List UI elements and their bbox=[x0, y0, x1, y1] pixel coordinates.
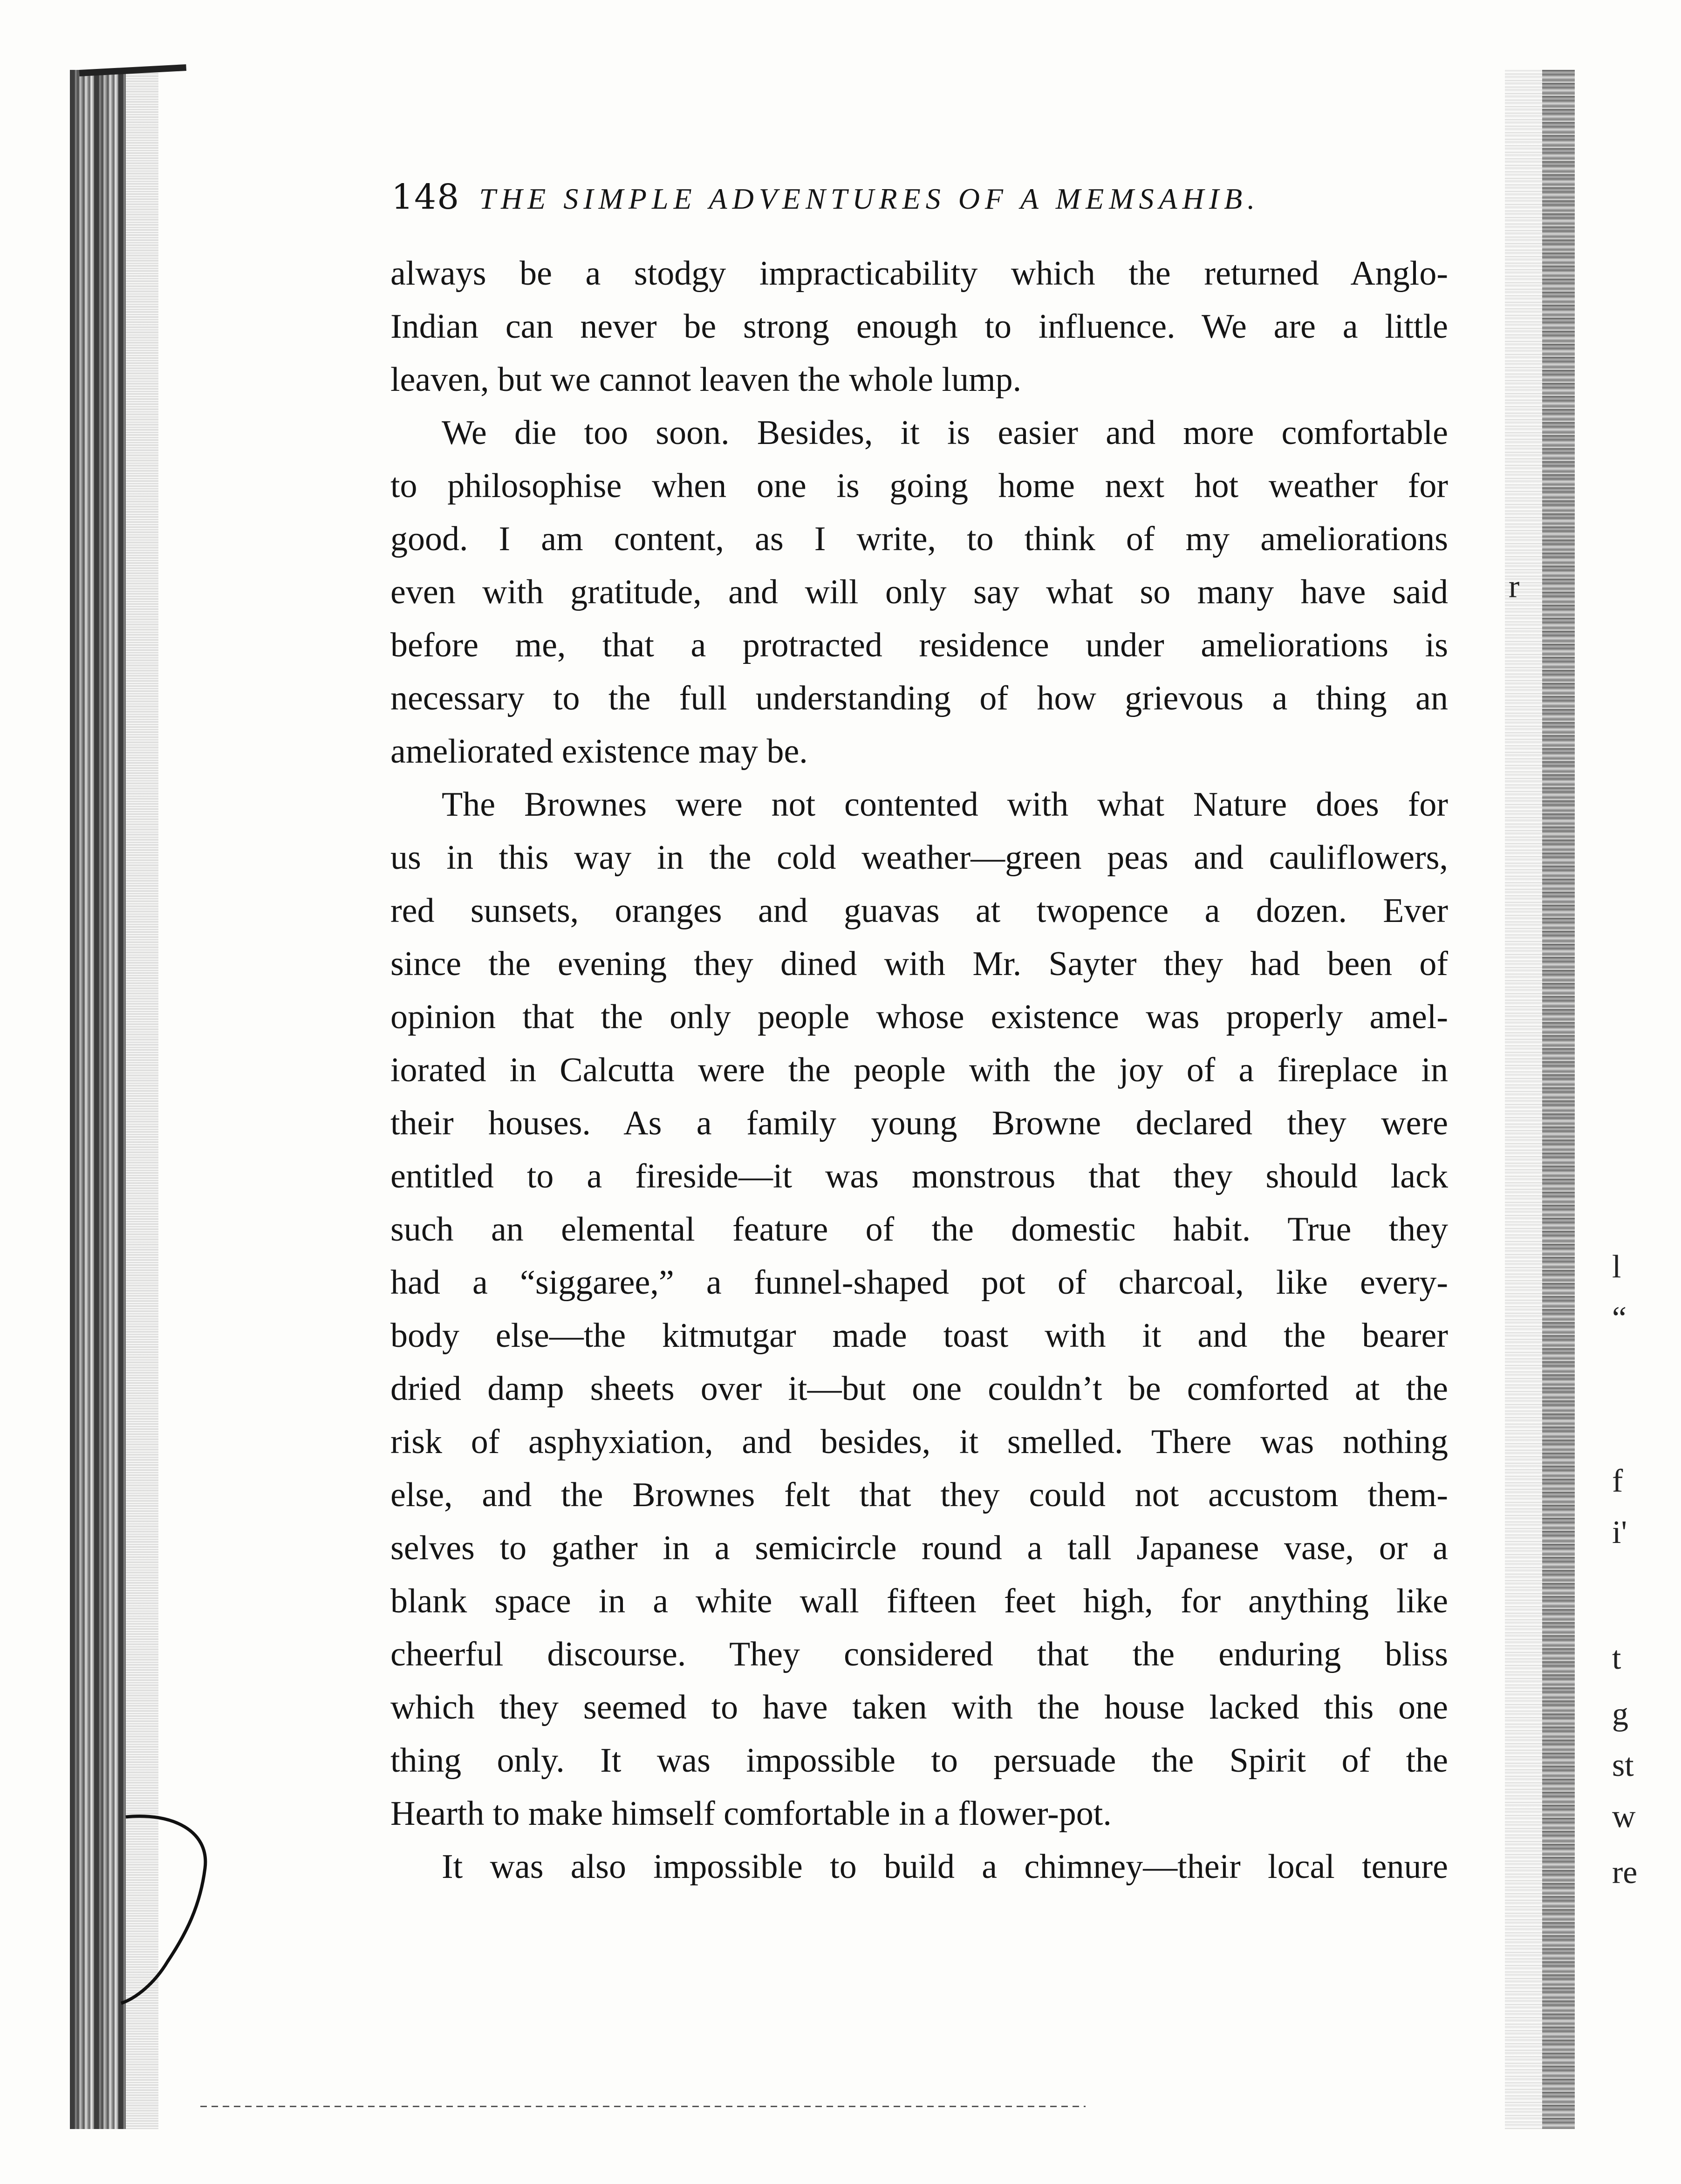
facing-page-fragments bbox=[1612, 0, 1668, 2184]
text-line: risk of asphyxiation, and besides, it smelled. There was nothing bbox=[390, 1423, 1448, 1461]
facing-page-fragment: f bbox=[1612, 1463, 1623, 1499]
running-head bbox=[391, 177, 1444, 228]
text-line: entitled to a fireside—it was monstrous that they should lack bbox=[390, 1157, 1448, 1195]
body-text bbox=[390, 247, 1448, 1893]
text-line: else, and the Brownes felt that they could not accustom them- bbox=[390, 1476, 1448, 1514]
page-number: 148 bbox=[391, 177, 460, 217]
text-line: ameliorated existence may be. bbox=[390, 732, 808, 771]
text-line: iorated in Calcutta were the people with the joy of a fireplace in bbox=[390, 1051, 1448, 1089]
text-line: We die too soon. Besides, it is easier and more comfortable bbox=[442, 414, 1448, 452]
facing-page-fragment: w bbox=[1612, 1799, 1636, 1835]
text-line: which they seemed to have taken with the house lacked this one bbox=[390, 1688, 1448, 1727]
text-line: since the evening they dined with Mr. Sayter they had been of bbox=[390, 945, 1448, 983]
pen-scribble-mark bbox=[116, 1812, 238, 2008]
text-line: always be a stodgy impracticability which the returned Anglo- bbox=[390, 254, 1448, 293]
right-binding-edge bbox=[1505, 70, 1542, 2129]
text-line: such an elemental feature of the domestic habit. True they bbox=[390, 1210, 1448, 1249]
text-line: Indian can never be strong enough to influence. We are a little bbox=[390, 307, 1448, 346]
text-line: Hearth to make himself comfortable in a flower-pot. bbox=[390, 1795, 1112, 1833]
facing-page-fragment: re bbox=[1612, 1855, 1638, 1891]
facing-page-fragment: t bbox=[1612, 1640, 1621, 1676]
stray-letter: r bbox=[1509, 569, 1520, 605]
text-line: blank space in a white wall fifteen feet high, for anything like bbox=[390, 1582, 1448, 1620]
text-line: opinion that the only people whose existence was properly amel- bbox=[390, 998, 1448, 1036]
text-line: to philosophise when one is going home next hot weather for bbox=[390, 467, 1448, 505]
text-line: before me, that a protracted residence under ameliorations is bbox=[390, 626, 1448, 664]
text-line: selves to gather in a semicircle round a tall Japanese vase, or a bbox=[390, 1529, 1448, 1567]
text-line: cheerful discourse. They considered that the enduring bliss bbox=[390, 1635, 1448, 1673]
running-title: THE SIMPLE ADVENTURES OF A MEMSAHIB. bbox=[479, 182, 1260, 215]
text-line: red sunsets, oranges and guavas at twopence a dozen. Ever bbox=[390, 892, 1448, 930]
text-line: us in this way in the cold weather—green peas and cauliflowers, bbox=[390, 839, 1448, 877]
facing-page-fragment: i' bbox=[1612, 1515, 1627, 1550]
facing-page-fragment: g bbox=[1612, 1696, 1628, 1732]
bottom-dashed-rule bbox=[200, 2106, 1086, 2107]
right-binding-shadow bbox=[1542, 70, 1575, 2129]
text-line: good. I am content, as I write, to think of my ameliorations bbox=[390, 520, 1448, 558]
facing-page-fragment: “ bbox=[1612, 1300, 1627, 1336]
text-line: The Brownes were not contented with what Nature does for bbox=[442, 785, 1448, 824]
text-line: leaven, but we cannot leaven the whole lump. bbox=[390, 361, 1022, 399]
facing-page-fragment: l bbox=[1612, 1249, 1621, 1285]
text-line: body else—the kitmutgar made toast with it and the bearer bbox=[390, 1317, 1448, 1355]
text-line: necessary to the full understanding of how grievous a thing an bbox=[390, 679, 1448, 717]
text-line: had a “siggaree,” a funnel-shaped pot of charcoal, like every- bbox=[390, 1263, 1448, 1302]
facing-page-fragment: st bbox=[1612, 1747, 1634, 1783]
text-line: thing only. It was impossible to persuade the Spirit of the bbox=[390, 1741, 1448, 1780]
text-line: dried damp sheets over it—but one couldn’t be comforted at the bbox=[390, 1370, 1448, 1408]
text-line: their houses. As a family young Browne declared they were bbox=[390, 1104, 1448, 1142]
text-line: even with gratitude, and will only say what so many have said bbox=[390, 573, 1448, 611]
text-line: It was also impossible to build a chimney—their local tenure bbox=[442, 1848, 1448, 1886]
